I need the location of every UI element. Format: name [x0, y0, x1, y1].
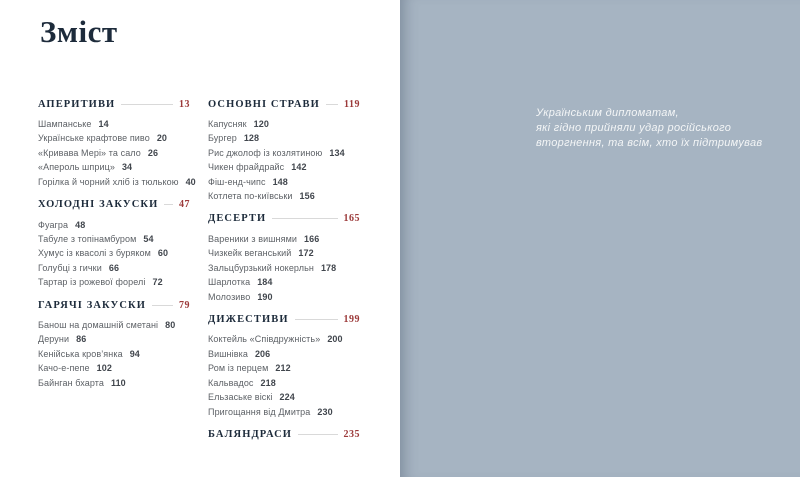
toc-item — [38, 332, 190, 346]
section-rule — [295, 319, 338, 320]
item-label: Ельзаське віскі — [208, 392, 273, 403]
section-title: АПЕРИТИВИ — [38, 98, 116, 110]
section-rule — [272, 218, 337, 219]
item-page-number: 120 — [253, 119, 269, 129]
item-page-number: 142 — [291, 162, 307, 173]
toc-item — [208, 189, 360, 203]
toc-item — [208, 275, 360, 289]
section-page-number: 235 — [343, 428, 360, 440]
item-label: Котлета по-київськи — [208, 191, 293, 202]
section-page-number: 119 — [344, 98, 360, 110]
section-header — [208, 313, 360, 325]
toc-item — [208, 175, 360, 189]
toc-item — [208, 146, 360, 160]
item-label: Коктейль «Співдружність» — [208, 334, 321, 345]
section-header — [208, 428, 360, 440]
toc-item — [208, 246, 360, 260]
item-label: Українське крафтове пиво — [38, 133, 150, 144]
section-title: ОСНОВНІ СТРАВИ — [208, 98, 320, 110]
section-header — [38, 199, 190, 211]
item-page-number: 200 — [327, 334, 343, 345]
toc-item — [208, 117, 360, 131]
toc-column-left — [38, 98, 196, 450]
section-page-number: 13 — [179, 98, 190, 110]
item-page-number: 26 — [147, 147, 159, 158]
item-label: Рис джолоф із козлятиною — [208, 147, 323, 158]
toc-item — [208, 160, 360, 174]
toc-section — [38, 199, 190, 290]
toc-item — [208, 376, 360, 390]
item-label: Вареники з вишнями — [208, 233, 297, 244]
item-page-number: 172 — [298, 248, 314, 259]
section-header — [38, 98, 190, 110]
item-page-number: 14 — [98, 119, 109, 129]
item-page-number: 178 — [320, 262, 337, 273]
toc-section — [38, 299, 190, 390]
item-page-number: 80 — [165, 320, 176, 331]
item-label: Кальвадос — [208, 377, 254, 388]
item-label: Шампанське — [38, 119, 92, 129]
toc-item — [38, 131, 190, 145]
toc-item — [38, 318, 190, 332]
dedication-line: Українським дипломатам, — [536, 107, 679, 119]
item-label: Качо-е-пепе — [38, 363, 90, 374]
dedication-line: вторгнення, та всім, хто їх підтримував — [536, 137, 763, 149]
section-rule — [121, 104, 173, 105]
section-header — [38, 299, 190, 311]
item-page-number: 230 — [317, 406, 333, 417]
section-items — [208, 232, 360, 304]
item-label: Вишнівка — [208, 348, 248, 359]
toc-item — [208, 232, 360, 246]
toc-item — [38, 376, 190, 390]
toc-section — [208, 98, 360, 203]
section-header — [208, 213, 360, 225]
toc-item — [38, 347, 190, 361]
toc-item — [208, 390, 360, 404]
item-page-number: 134 — [329, 147, 345, 158]
section-page-number: 47 — [179, 199, 190, 211]
section-items — [208, 332, 360, 418]
section-items — [38, 218, 190, 290]
toc-item — [38, 361, 190, 375]
item-page-number: 218 — [260, 377, 276, 388]
item-page-number: 224 — [279, 392, 295, 403]
dedication — [536, 106, 762, 151]
item-label: Чизкейк веганський — [208, 248, 292, 259]
toc-item — [38, 232, 190, 246]
item-page-number: 190 — [257, 291, 273, 302]
toc-item — [38, 261, 190, 275]
toc-section — [208, 213, 360, 304]
item-label: Пригощання від Дмитра — [208, 406, 311, 417]
toc-item — [38, 160, 190, 174]
toc-item — [38, 246, 190, 260]
item-label: Шарлотка — [208, 277, 251, 288]
section-items — [208, 117, 360, 203]
item-label: Капусняк — [208, 119, 247, 129]
section-items — [38, 318, 190, 390]
item-page-number: 156 — [299, 191, 315, 202]
item-label: «Кривава Мері» та сало — [38, 147, 141, 158]
item-page-number: 54 — [143, 233, 154, 244]
item-label: Фіш-енд-чипс — [208, 176, 266, 187]
section-title: ГАРЯЧІ ЗАКУСКИ — [38, 299, 147, 311]
section-items — [38, 117, 196, 189]
item-label: Зальцбурзький нокерльн — [208, 262, 314, 273]
item-page-number: 166 — [304, 233, 320, 244]
item-page-number: 102 — [96, 363, 112, 374]
toc-item — [38, 146, 190, 160]
dedication-line: які гідно прийняли удар російського — [536, 122, 732, 134]
item-page-number: 34 — [121, 162, 133, 173]
item-label: Банош на домашній сметані — [38, 320, 159, 331]
item-page-number: 184 — [257, 277, 273, 288]
toc-columns — [38, 98, 360, 450]
item-label: Тартар із рожевої форелі — [38, 277, 146, 288]
item-page-number: 128 — [243, 133, 260, 144]
section-header — [208, 98, 360, 110]
item-page-number: 48 — [75, 219, 86, 230]
item-label: Табуле з топінамбуром — [38, 233, 137, 244]
item-page-number: 86 — [76, 334, 87, 345]
item-page-number: 72 — [152, 277, 163, 288]
item-page-number: 66 — [108, 262, 120, 273]
section-title: ДЕСЕРТИ — [208, 213, 267, 225]
toc-section — [208, 313, 360, 418]
section-title: ХОЛОДНІ ЗАКУСКИ — [38, 199, 159, 211]
toc-item — [38, 218, 190, 232]
toc-item — [208, 405, 360, 419]
item-label: Чикен фрайдрайс — [208, 162, 285, 173]
item-label: Хумус із квасолі з буряком — [38, 248, 151, 259]
item-page-number: 40 — [185, 176, 196, 187]
item-label: Голубці з гички — [38, 262, 102, 273]
section-title: ДИЖЕСТИВИ — [208, 313, 289, 325]
toc-item — [208, 261, 360, 275]
item-label: Байнган бхарта — [38, 377, 104, 388]
section-rule — [326, 104, 338, 105]
toc-item — [38, 175, 196, 189]
item-label: Бургер — [208, 133, 237, 144]
toc-item — [38, 275, 190, 289]
item-label: Деруни — [38, 334, 70, 345]
item-page-number: 20 — [156, 133, 168, 144]
toc-section — [208, 428, 360, 440]
item-page-number: 60 — [157, 248, 169, 259]
section-page-number: 79 — [179, 299, 190, 311]
item-label: Ром із перцем — [208, 363, 269, 374]
section-rule — [298, 434, 337, 435]
toc-item — [38, 117, 190, 131]
section-page-number: 165 — [343, 213, 360, 225]
section-rule — [152, 305, 173, 306]
item-label: Молозиво — [208, 291, 251, 302]
toc-column-right — [208, 98, 360, 450]
toc-section — [38, 98, 196, 189]
section-title: БАЛЯНДРАСИ — [208, 428, 293, 440]
toc-item — [208, 290, 360, 304]
toc-item — [208, 332, 360, 346]
section-rule — [164, 204, 173, 205]
toc-item — [208, 347, 360, 361]
item-label: Кенійська кров’янка — [38, 348, 123, 359]
item-page-number: 212 — [275, 363, 291, 374]
item-page-number: 206 — [254, 348, 271, 359]
toc-item — [208, 361, 360, 375]
item-label: Фуагра — [38, 219, 69, 230]
item-page-number: 94 — [129, 348, 140, 359]
item-label: Горілка й чорний хліб із тюлькою — [38, 176, 179, 187]
item-page-number: 148 — [272, 176, 288, 187]
item-label: «Апероль шприц» — [38, 162, 115, 173]
page-title: Зміст — [40, 14, 118, 49]
section-page-number: 199 — [343, 313, 360, 325]
item-page-number: 110 — [110, 377, 126, 388]
toc-item — [208, 131, 360, 145]
right-page — [400, 0, 800, 477]
